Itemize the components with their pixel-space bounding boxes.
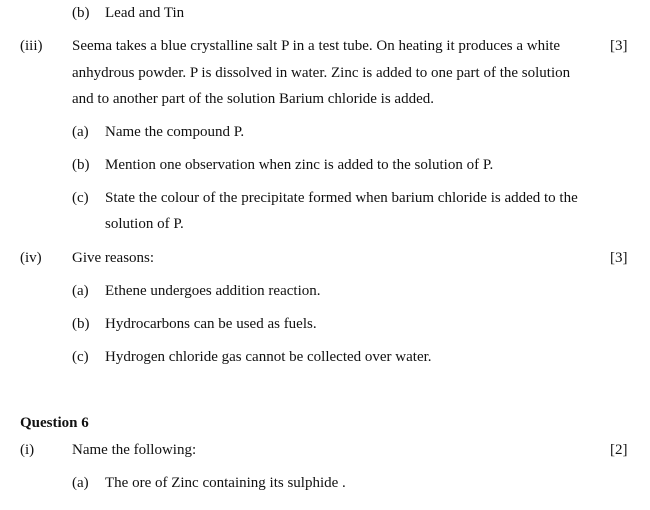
question-text-line: Seema takes a blue crystalline salt P in a test tube. On heating it produces a white bbox=[72, 38, 561, 54]
part-text: State the colour of the precipitate formed when barium chloride is added to the bbox=[105, 190, 578, 206]
part-label: (c) bbox=[72, 190, 89, 206]
marks-badge: [3] bbox=[610, 250, 628, 266]
section-heading: Question 6 bbox=[20, 415, 89, 431]
question-text-line: anhydrous powder. P is dissolved in water. Zinc is added to one part of the solution bbox=[72, 65, 571, 81]
part-label: (b) bbox=[72, 316, 90, 332]
question-number: (iv) bbox=[20, 250, 42, 266]
option-label: (b) bbox=[72, 5, 90, 21]
marks-badge: [3] bbox=[610, 38, 628, 54]
question-number: (iii) bbox=[20, 38, 43, 54]
option-text: Lead and Tin bbox=[105, 5, 185, 21]
part-label: (a) bbox=[72, 475, 89, 491]
question-number: (i) bbox=[20, 442, 35, 458]
part-label: (a) bbox=[72, 283, 89, 299]
question-text: Name the following: bbox=[72, 442, 197, 458]
part-text: Name the compound P. bbox=[105, 124, 245, 140]
part-text: Mention one observation when zinc is added to the solution of P. bbox=[105, 157, 494, 173]
marks-badge: [2] bbox=[610, 442, 628, 458]
question-text: Give reasons: bbox=[72, 250, 155, 266]
part-text: Hydrocarbons can be used as fuels. bbox=[105, 316, 317, 332]
part-text: Hydrogen chloride gas cannot be collected over water. bbox=[105, 349, 432, 365]
part-label: (b) bbox=[72, 157, 90, 173]
part-label: (c) bbox=[72, 349, 89, 365]
part-text: The ore of Zinc containing its sulphide . bbox=[105, 475, 346, 491]
part-label: (a) bbox=[72, 124, 89, 140]
part-text: Ethene undergoes addition reaction. bbox=[105, 283, 321, 299]
question-text-line: and to another part of the solution Barium chloride is added. bbox=[72, 91, 434, 107]
part-text: solution of P. bbox=[105, 216, 184, 232]
